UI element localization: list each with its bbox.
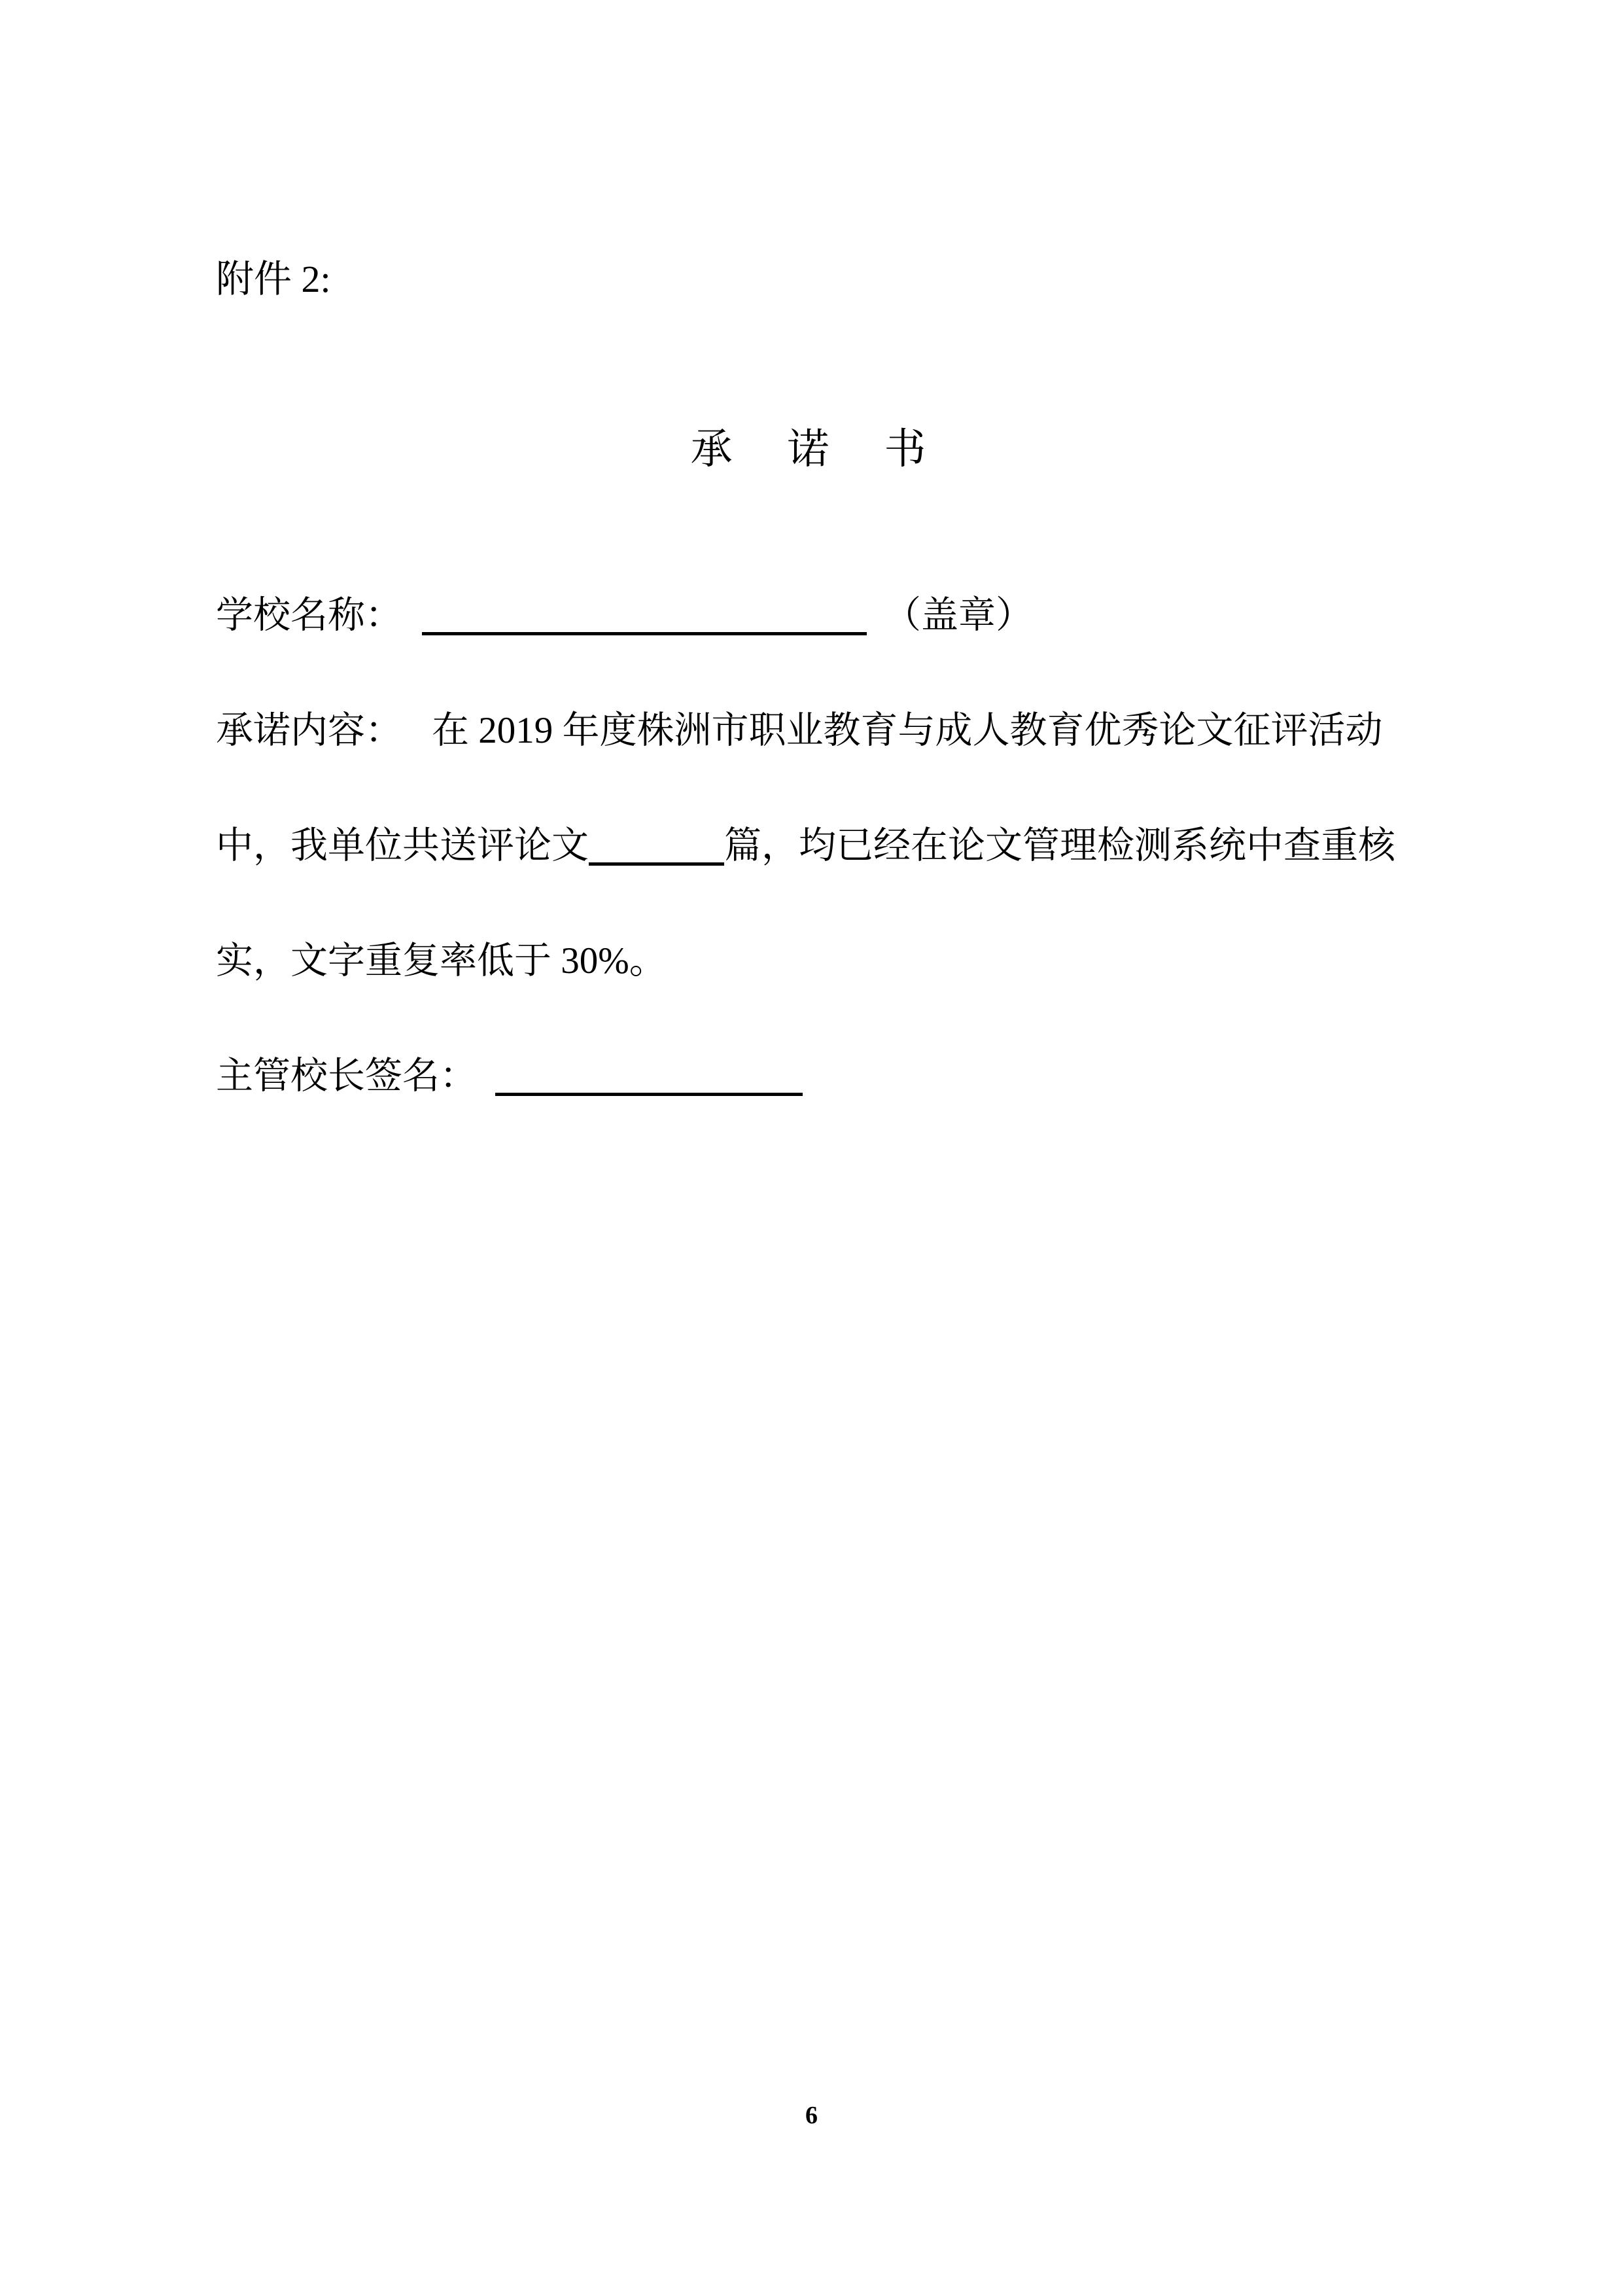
school-name-label: 学校名称： (216, 595, 402, 636)
signature-blank-field (495, 1059, 803, 1096)
pledge-line-2 (216, 824, 1395, 868)
seal-label: （盖章） (884, 595, 1033, 636)
document-title: 承 诺 书 (690, 426, 933, 472)
pledge-line-3: 实，文字重复率低于 30%。 (216, 940, 667, 981)
pledge-content-label: 承诺内容： (216, 710, 402, 751)
pledge-line-1 (216, 709, 1383, 752)
signature-line (216, 1055, 803, 1098)
page-number: 6 (805, 2102, 818, 2129)
pledge-line-1-text: 在 2019 年度株洲市职业教育与成人教育优秀论文征评活动 (432, 710, 1383, 751)
school-name-line (216, 594, 1033, 637)
pledge-line-2-prefix: 中，我单位共送评论文 (216, 825, 589, 866)
paper-count-blank-field (589, 828, 724, 866)
school-name-blank-field (422, 598, 867, 635)
signature-label: 主管校长签名： (216, 1055, 477, 1097)
pledge-line-2-suffix: 篇，均已经在论文管理检测系统中查重核 (724, 825, 1395, 866)
attachment-label: 附件 2: (216, 258, 331, 300)
